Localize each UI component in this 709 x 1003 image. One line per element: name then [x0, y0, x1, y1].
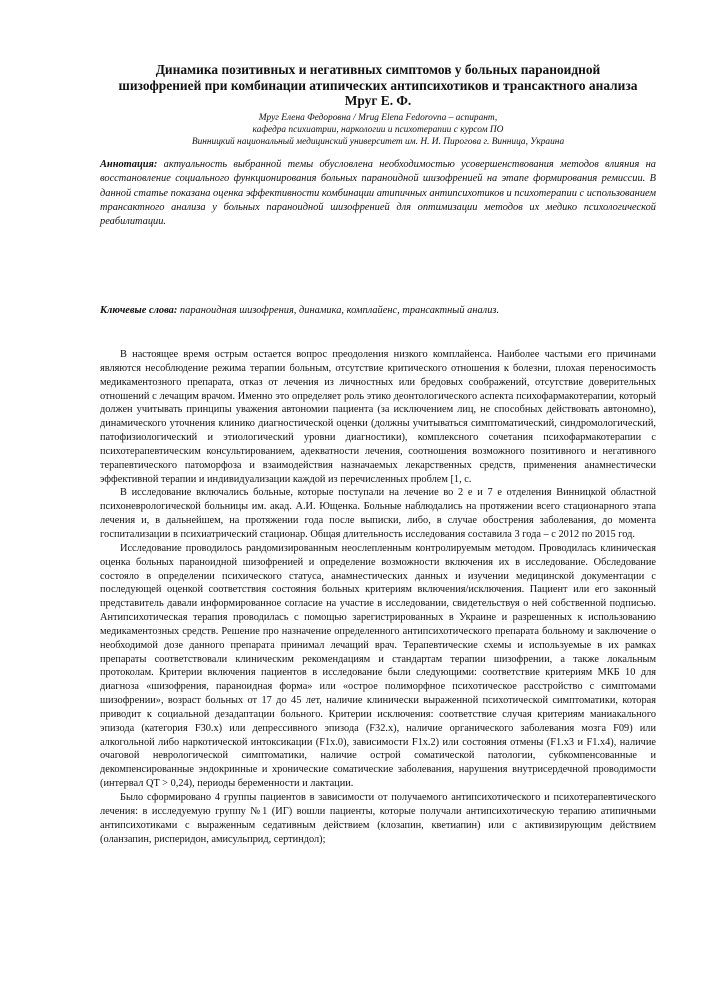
department: кафедра психиатрии, наркологии и психотерапии с курсом ПО [252, 124, 504, 135]
abstract-text: актуальность выбранной темы обусловлена необходимостью усовершенствования методов влияния на восстановление социального функционирования больных параноидной шизофренией на этапе формирования ремиссии. В данной статье показана оценка эффективности комбинации атипичных антипсихотиков и психотерапии с использованием трансактного анализа у больных параноидной шизофренией для оптимизации методов их медико психологической реабилитации. [100, 159, 656, 227]
university: Винницкий национальный медицинский университет им. Н. И. Пирогова г. Винница, Украина [191, 136, 565, 147]
body-paragraph-4: Было сформировано 4 группы пациентов в зависимости от получаемого антипсихотического и психотерапевтического лечения: в исследуемую группу №1 (ИГ) вошли пациенты, которые получали антипсихотическую терапию атипичными антипсихотиками с выраженным седативным действием (клозапин, кветиапин) или с активизирующим действием (оланзапин, рисперидон, амисульприд, сертиндол); [100, 792, 656, 845]
keywords-text: параноидная шизофрения, динамика, комплайенс, трансактный анализ. [177, 305, 500, 316]
body-paragraph-2: В исследование включались больные, которые поступали на лечение во 2 е и 7 е отделения Винницкой областной психоневрологической больницы им. акад. А.И. Ющенка. Больные наблюдались на протяжении всего стационарного этапа лечения и, в дальнейшем, на протяжении года после выписки, либо, в случае обострения заболевания, до момента госпитализации в психиатрический стационар. Общая длительность исследования составила 3 года – с 2012 по 2015 год. [100, 487, 656, 540]
article-body [100, 348, 656, 846]
abstract-label: Аннотация: [100, 159, 158, 171]
author-affiliation [100, 112, 656, 149]
title-line-2: шизофренией при комбинации атипических антипсихотиков и трансактного анализа [118, 77, 638, 93]
keywords-label: Ключевые слова: [100, 305, 178, 316]
abstract [100, 158, 656, 229]
body-paragraph-1: В настоящее время острым остается вопрос преодоления низкого комплайенса. Наиболее частыми его причинами являются несоблюдение режима терапии больным, отсутствие критического отношения к болезни, плохая переносимость медикаментозного препарата, отказ от лечения из личностных или бредовых соображений, отсутствие доверительных отношений с лечащим врачом. Именно это определяет роль этико деонтологического аспекта психофармакотерапии, который должен учитывать принципы уважения автономии пациента (за исключением лиц, не способных действовать автономно), динамического уточнения клинико диагностической оценки (должны учитываться симптоматический, синдромологический, патофизиологический и этиологический уровни диагностики), комплексного сочетания психофармакотерапии с психотерапевтическим консультированием, адекватности лечения, соотношения возможного позитивного и негативного терапевтического патоморфоза и взаимодействия назначаемых лекарственных средств, применения анамнестически эффективной терапии и индивидуализации каждой из перечисленных проблем [1, с. [100, 349, 656, 485]
article-title [100, 62, 656, 109]
author-full-name: Мруг Елена Федоровна / Mrug Elena Fedorovna – аспирант, [258, 112, 498, 123]
body-paragraph-3: Исследование проводилось рандомизированным неослепленным контролируемым методом. Проводилась клиническая оценка больных параноидной шизофренией и определение возможности включения их в исследование. Обследование состояло в определении психического статуса, анамнестических данных и изучении медицинской документации с последующей оценкой соответствия состояния больных критериям включения/исключения. Пациент или его законный представитель давали информированное согласие на участие в исследовании, свидетельствуя о ней собственной подписью. Антипсихотическая терапия проводилась с помощью зарегистрированных в Украине и разрешенных к использованию медикаментозных средств. Решение про назначение определенного антипсихотического препарата больному и заключение о необходимой дозе данного препарата принимал лечащий врач. Терапевтические схемы и используемые в их рамках препараты соответствовали клиническим рекомендациям и стандартам терапии шизофрении, а также локальным протоколам. Критерии включения пациентов в исследование были следующими: соответствие критериям МКБ 10 для диагноза «шизофрения, параноидная форма» или «острое полиморфное психотическое расстройство с симптомами шизофрении», возраст больных от 17 до 45 лет, наличие клинически выраженной психотической симптоматики, которая приводит к социальной дезадаптации больного. Критерии исключения: соответствие случая критериям маниакального эпизода (категория F30.x) или депрессивного эпизода (F32.x), наличие органического заболевания мозга F09) или алкогольной либо наркотической интоксикации (F1x.0), зависимости F1x.2) или состояния отмены (F1.x3 и F1.x4), наличие очаговой неврологической симптоматики, наличие острой соматической патологии, субкомпенсованные и декомпенсированные эндокринные и хронические соматические заболевания, нарушения внутрисердечной проводимости (интервал QT > 0,24), периоды беременности и лактации. [100, 542, 656, 790]
article-page [100, 62, 656, 229]
author-name-heading: Мруг Е. Ф. [344, 93, 412, 108]
keywords [100, 304, 656, 318]
title-line-1: Динамика позитивных и негативных симптомов у больных параноидной [155, 62, 601, 77]
